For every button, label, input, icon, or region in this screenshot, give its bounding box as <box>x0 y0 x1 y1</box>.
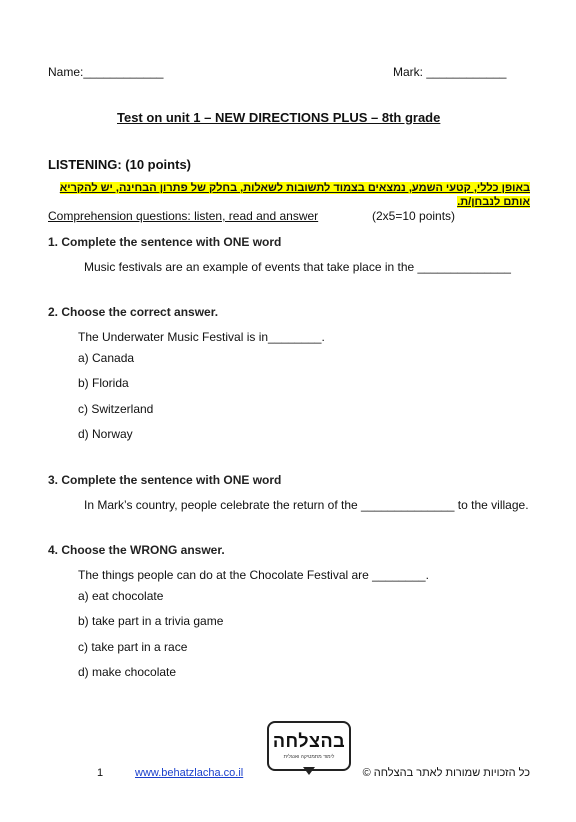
question-2-text: The Underwater Music Festival is in________. <box>78 330 325 344</box>
question-2-option-d: d) Norway <box>78 427 133 441</box>
hebrew-note <box>48 181 530 209</box>
question-2-title: 2. Choose the correct answer. <box>48 305 219 319</box>
question-4-option-d: d) make chocolate <box>78 665 177 679</box>
mark-label: Mark: <box>393 65 423 79</box>
question-4-title: 4. Choose the WRONG answer. <box>48 543 225 557</box>
name-blank: ____________ <box>83 65 164 79</box>
hebrew-note-line1: באופן כללי, קטעי השמע, נמצאים בצמוד לתשובות לשאלות, בחלק של פתרון הבחינה, יש להקריא <box>59 182 530 194</box>
question-2-option-c: c) Switzerland <box>78 402 154 416</box>
logo-text: בהצלחה <box>272 731 346 751</box>
question-4-option-c: c) take part in a race <box>78 640 188 654</box>
question-4-option-b: b) take part in a trivia game <box>78 614 224 628</box>
page-title: Test on unit 1 – NEW DIRECTIONS PLUS – 8th grade <box>117 110 441 125</box>
website-link[interactable]: www.behatzlacha.co.il <box>135 767 244 779</box>
question-2-option-b: b) Florida <box>78 376 129 390</box>
question-1-title: 1. Complete the sentence with ONE word <box>48 235 282 249</box>
instructions: Comprehension questions: listen, read and answer <box>48 209 319 223</box>
logo-speech-tail <box>303 767 315 775</box>
question-4-text: The things people can do at the Chocolate Festival are ________. <box>78 568 429 582</box>
question-4-option-a: a) eat chocolate <box>78 589 164 603</box>
copyright-text: כל הזכויות שמורות לאתר בהצלחה © <box>362 767 530 779</box>
question-2-option-a: a) Canada <box>78 351 135 365</box>
listening-heading: LISTENING: (10 points) <box>48 157 191 172</box>
name-field <box>48 65 163 79</box>
question-1-text: Music festivals are an example of events that take place in the ______________ <box>84 260 511 274</box>
points-note: (2x5=10 points) <box>372 209 456 223</box>
mark-blank: ____________ <box>426 65 507 79</box>
question-3-title: 3. Complete the sentence with ONE word <box>48 473 282 487</box>
hebrew-note-line2: אותם לנבחן/ת. <box>457 196 530 208</box>
behatzlacha-logo <box>267 721 351 771</box>
name-label: Name: <box>48 65 84 79</box>
question-3-text: In Mark’s country, people celebrate the return of the ______________ to the village. <box>84 498 529 512</box>
page-number: 1 <box>97 767 104 779</box>
logo-subtext: לימוד מתמטיקה ואנגלית <box>283 754 335 760</box>
mark-field <box>393 65 506 79</box>
